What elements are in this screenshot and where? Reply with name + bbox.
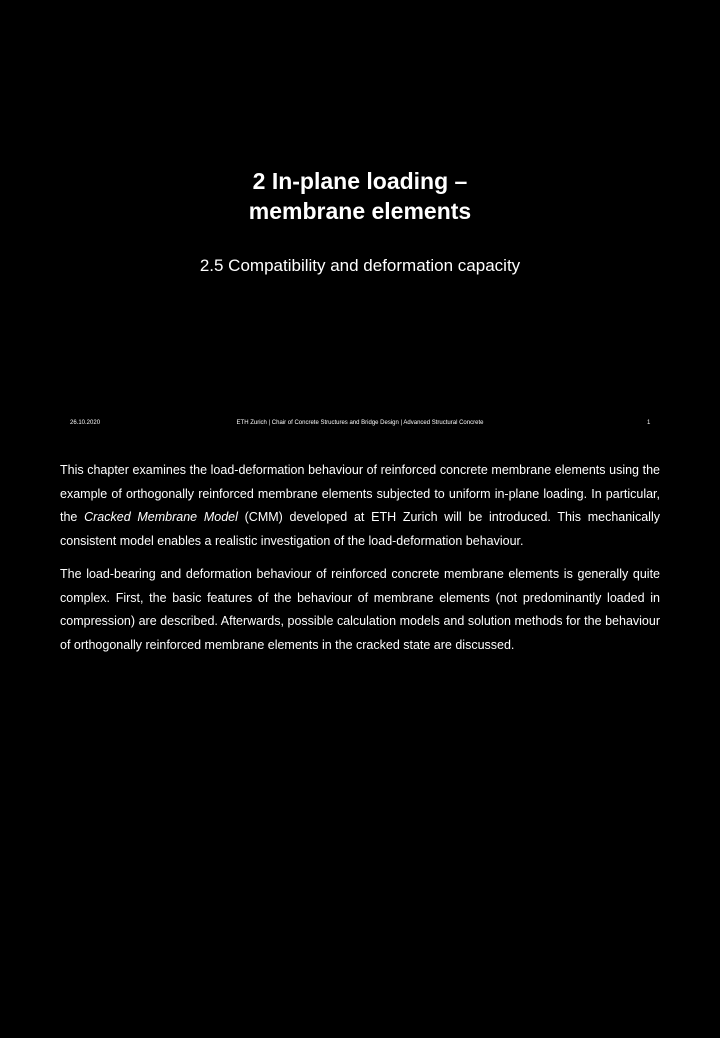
speaker-notes — [60, 459, 660, 667]
notes-p1-text-start: This chapter examines the load-deformation behaviour of reinforced concrete membrane elements using the example of orthogonally reinforced membrane elements subjected to uniform in-plane loading. In particular, the — [60, 463, 660, 524]
footer-page-number: 1 — [647, 420, 651, 426]
slide-title — [0, 166, 720, 226]
notes-p1-model-name: Cracked Membrane Model — [84, 510, 238, 524]
notes-p1-text-end: (CMM) developed at ETH Zurich will be introduced. This mechanically consistent model enables a realistic investigation of the load-deformation behaviour. — [60, 510, 660, 548]
slide-title-line-2: membrane elements — [248, 198, 472, 224]
slide — [0, 0, 720, 440]
slide-title-line-1: 2 In-plane loading – — [252, 168, 468, 194]
slide-subtitle: 2.5 Compatibility and deformation capacity — [199, 256, 521, 275]
notes-paragraph-2: The load-bearing and deformation behaviour of reinforced concrete membrane elements is generally quite complex. First, the basic features of the behaviour of membrane elements (not predominantly loaded in compression) are described. Afterwards, possible calculation models and solution methods for the behaviour of orthogonally reinforced membrane elements in the cracked state are discussed. — [60, 567, 660, 652]
footer-institution: ETH Zurich | Chair of Concrete Structures and Bridge Design | Advanced Structural Concrete — [236, 420, 484, 426]
footer-date: 26.10.2020 — [70, 420, 101, 426]
notes-paragraph-1 — [60, 459, 660, 553]
